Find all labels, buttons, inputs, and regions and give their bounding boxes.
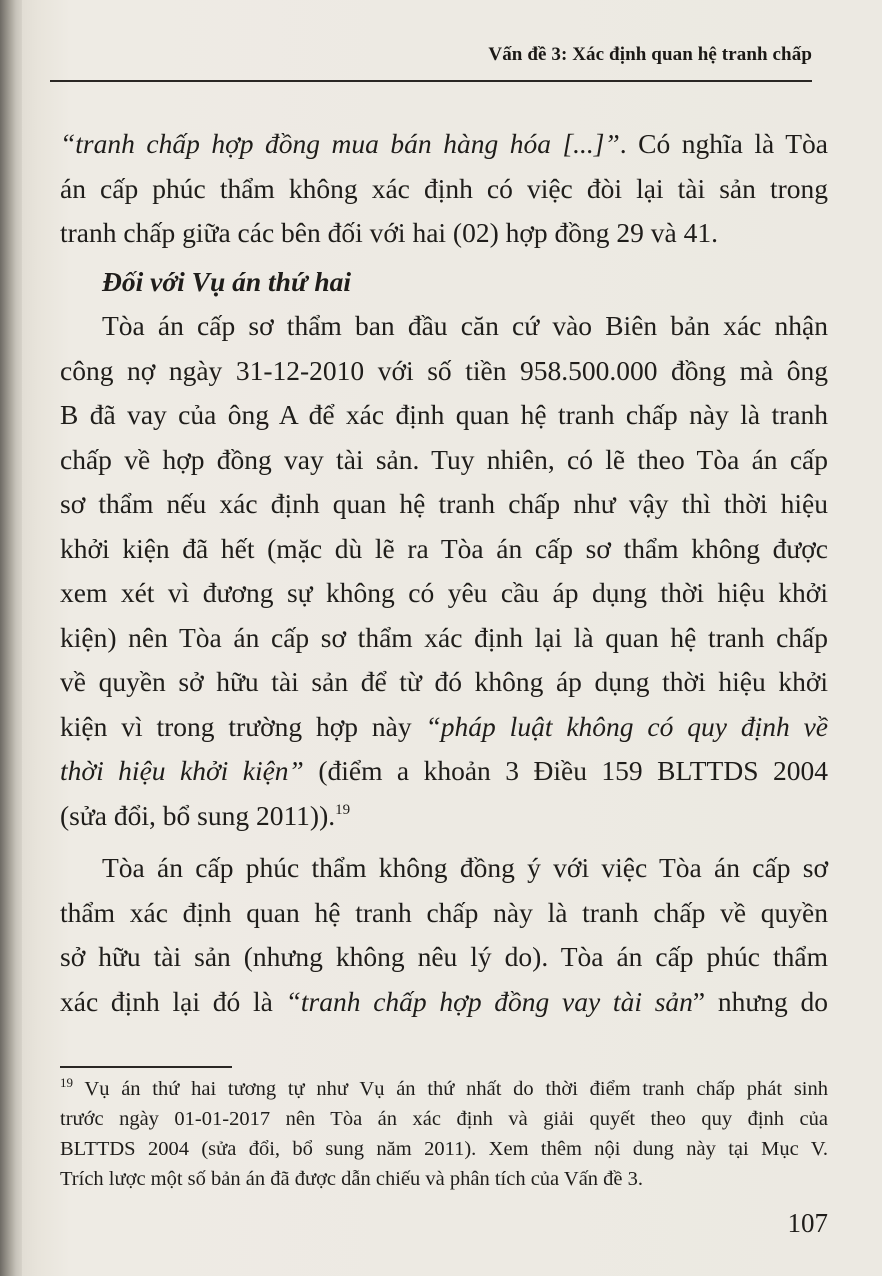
text-line: B đã vay của ông A để xác định quan hệ tranh chấp này là tranh (60, 399, 828, 430)
book-spine-shadow (0, 0, 22, 1276)
text-line: sơ thẩm nếu xác định quan hệ tranh chấp như vậy thì thời hiệu (60, 488, 828, 519)
text-line: Tòa án cấp phúc thẩm không đồng ý với việc Tòa án cấp sơ (102, 852, 828, 883)
text-line: về quyền sở hữu tài sản để từ đó không áp dụng thời hiệu khởi (60, 666, 828, 697)
footnote-line: $^{19}$ Vụ án thứ hai tương tự như Vụ án thứ nhất do thời điểm tranh chấp phát sinh (60, 1075, 828, 1100)
running-header: Vấn đề 3: Xác định quan hệ tranh chấp (488, 44, 812, 65)
text-line: thời hiệu khởi kiện” (điểm a khoản 3 Điều 159 BLTTDS 2004 (60, 755, 828, 786)
text-line: xem xét vì đương sự không có yêu cầu áp dụng thời hiệu khởi (60, 577, 828, 608)
text-line: Tòa án cấp sơ thẩm ban đầu căn cứ vào Biên bản xác nhận (102, 310, 828, 341)
text-line: thẩm xác định quan hệ tranh chấp này là tranh chấp về quyền (60, 896, 828, 928)
page-number: 107 (787, 1208, 828, 1238)
footnote-rule (60, 1066, 232, 1068)
text-line: công nợ ngày 31-12-2010 với số tiền 958.500.000 đồng mà ông (60, 354, 828, 386)
footnote (60, 1074, 828, 1194)
header-rule (50, 80, 812, 82)
footnote-line: trước ngày 01-01-2017 nên Tòa án xác định và giải quyết theo quy định của (60, 1108, 828, 1130)
text-line: xác định lại đó là “tranh chấp hợp đồng vay tài sản” nhưng do (60, 985, 828, 1017)
footnote-line: Trích lược một số bản án đã được dẫn chiếu và phân tích của Vấn đề 3. (60, 1168, 644, 1190)
text-line: chấp về hợp đồng vay tài sản. Tuy nhiên, có lẽ theo Tòa án cấp (60, 443, 828, 475)
text-line: (sửa đổi, bổ sung 2011)).$^{19}$ (60, 799, 351, 831)
footnote-reference: 19 (335, 801, 351, 818)
text-line: kiện) nên Tòa án cấp sơ thẩm xác định lại là quan hệ tranh chấp (60, 621, 828, 653)
section-heading: Đối với Vụ án thứ hai (102, 265, 352, 297)
main-text (60, 122, 828, 1024)
text-line: án cấp phúc thẩm không xác định có việc đòi lại tài sản trong (60, 172, 828, 204)
text-line: sở hữu tài sản (nhưng không nêu lý do). Tòa án cấp phúc thẩm (60, 941, 828, 972)
text-line: khởi kiện đã hết (mặc dù lẽ ra Tòa án cấp sơ thẩm không được (60, 532, 828, 564)
footnote-line: BLTTDS 2004 (sửa đổi, bổ sung năm 2011). Xem thêm nội dung này tại Mục V. (60, 1138, 828, 1160)
text-line: kiện vì trong trường hợp này “pháp luật không có quy định về (60, 710, 828, 742)
text-line: “tranh chấp hợp đồng mua bán hàng hóa [...]”. Có nghĩa là Tòa (60, 128, 829, 159)
text-line: tranh chấp giữa các bên đối với hai (02) hợp đồng 29 và 41. (60, 217, 718, 248)
